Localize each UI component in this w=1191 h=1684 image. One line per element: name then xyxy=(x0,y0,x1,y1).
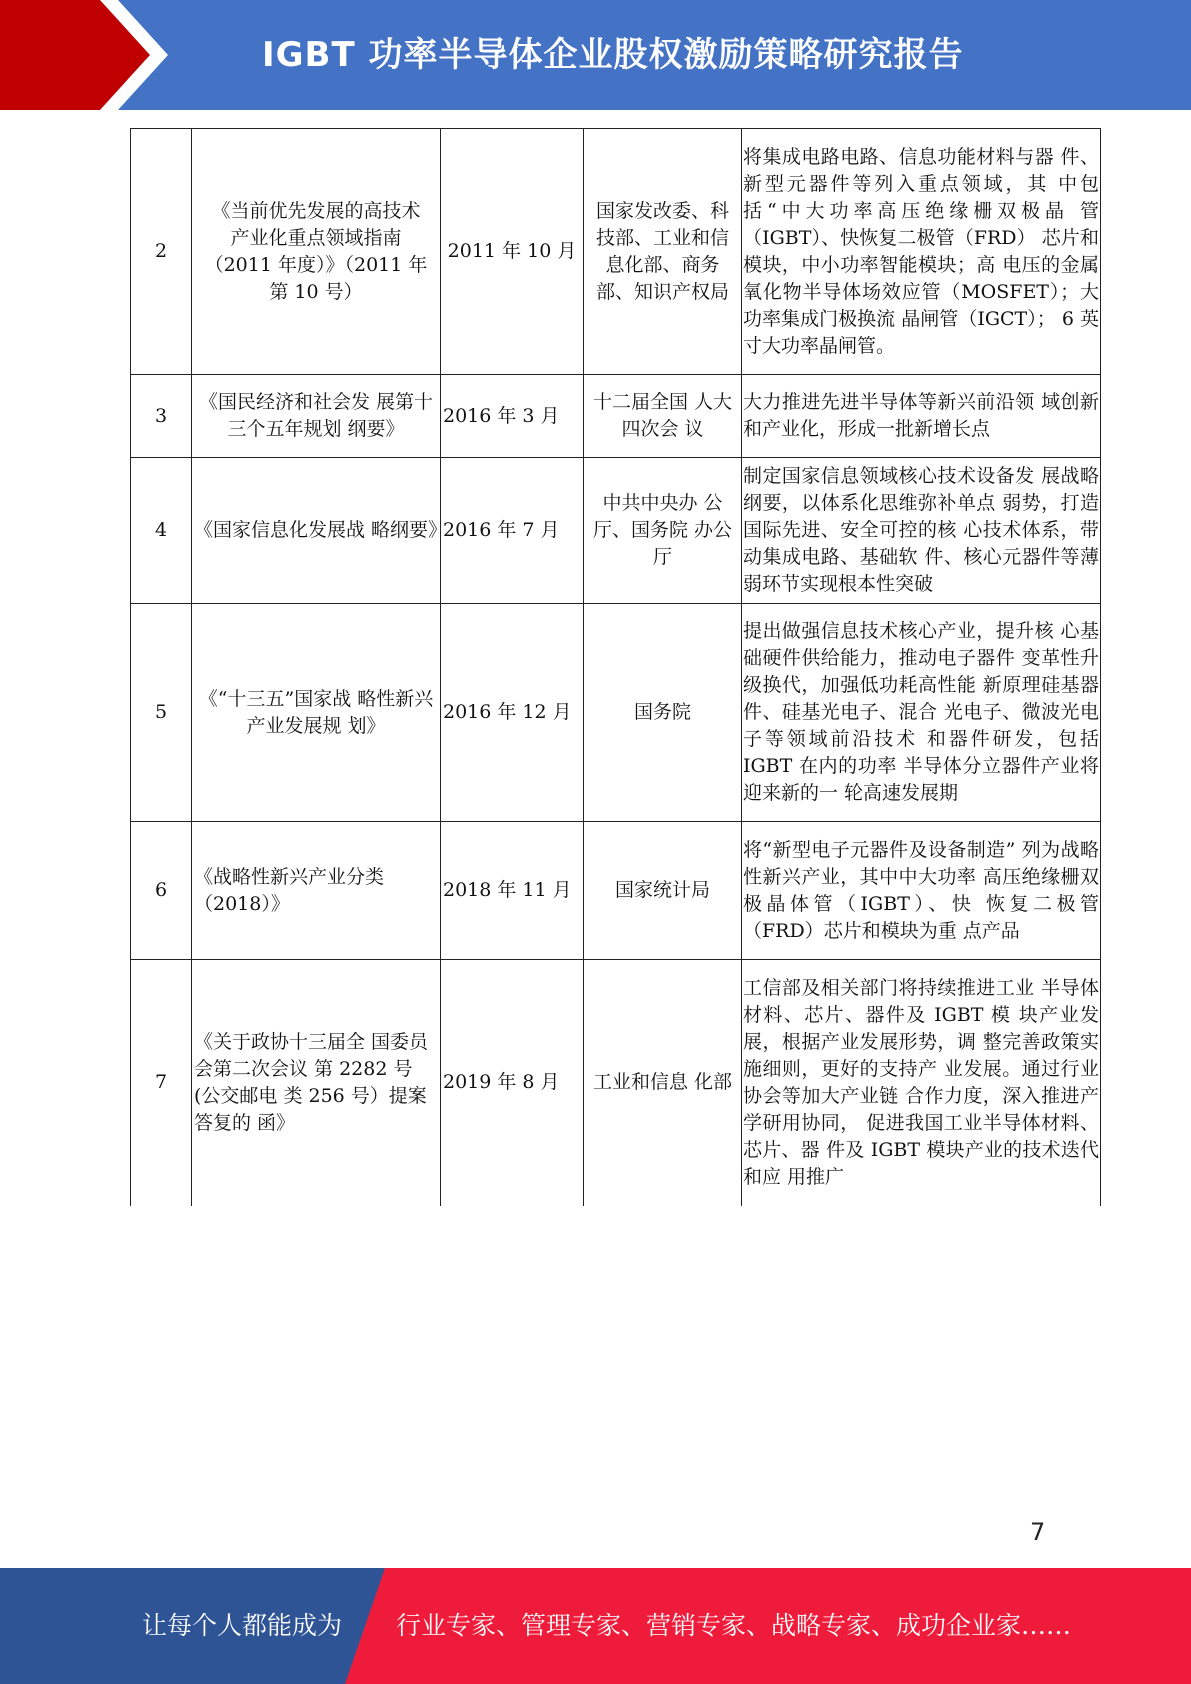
table-row xyxy=(131,822,1101,960)
policy-department: 中共中央办 公厅、国务院 办公厅 xyxy=(584,458,742,604)
policy-description: 将集成电路电路、信息功能材料与器 件、新型元器件等列入重点领域，其 中包括“中大功率高压绝缘栅双极晶 管（IGBT）、快恢复二极管（FRD） 芯片和模块，中小功率智能模块；高 电压的金属氧化物半导体场效应管（MOSFET）；大功率集成门极换流 晶闸管（IGCT）； 6 英寸大功率晶闸管。 xyxy=(742,129,1101,375)
policy-name: 《国民经济和社会发 展第十三个五年规划 纲要》 xyxy=(192,375,441,458)
policy-department: 国家发改委、科技部、工业和信息化部、商务部、知识产权局 xyxy=(584,129,742,375)
policy-date: 2018 年 11 月 xyxy=(441,822,584,960)
policy-description: 将“新型电子元器件及设备制造” 列为战略性新兴产业，其中中大功率 高压绝缘栅双极晶体管（IGBT）、快 恢复二极管（FRD）芯片和模块为重 点产品 xyxy=(742,822,1101,960)
footer-slogan-left: 让每个人都能成为 xyxy=(142,1611,343,1640)
policy-name: 《关于政协十三届全 国委员会第二次会议 第 2282 号(公交邮电 类 256 号）提案答复的 函》 xyxy=(192,960,441,1206)
policy-date: 2016 年 12 月 xyxy=(441,604,584,822)
policy-date: 2016 年 7 月 xyxy=(441,458,584,604)
policy-date: 2019 年 8 月 xyxy=(441,960,584,1206)
policy-date: 2011 年 10 月 xyxy=(441,129,584,375)
row-number: 4 xyxy=(131,458,192,604)
row-number: 2 xyxy=(131,129,192,375)
policy-description: 提出做强信息技术核心产业，提升核 心基础硬件供给能力，推动电子器件 变革性升级换代，加强低功耗高性能 新原理硅基器件、硅基光电子、混合 光电子、微波光电子等领域前沿技术 和器件研发，包括 IGBT 在内的功率 半导体分立器件产业将迎来新的一 轮高速发展期 xyxy=(742,604,1101,822)
policy-description: 工信部及相关部门将持续推进工业 半导体材料、芯片、器件及 IGBT 模 块产业发展，根据产业发展形势，调 整完善政策实施细则，更好的支持产 业发展。通过行业协会等加大产业链 合作力度，深入推进产学研用协同， 促进我国工业半导体材料、芯片、器 件及 IGBT 模块产业的技术迭代和应 用推广 xyxy=(742,960,1101,1206)
policy-department: 工业和信息 化部 xyxy=(584,960,742,1206)
policy-department: 国务院 xyxy=(584,604,742,822)
policy-name: 《战略性新兴产业分类（2018）》 xyxy=(192,822,441,960)
table-row xyxy=(131,375,1101,458)
row-number: 5 xyxy=(131,604,192,822)
policy-department: 国家统计局 xyxy=(584,822,742,960)
row-number: 6 xyxy=(131,822,192,960)
table-row xyxy=(131,458,1101,604)
row-number: 7 xyxy=(131,960,192,1206)
footer-slogan-right: 行业专家、管理专家、营销专家、战略专家、成功企业家…… xyxy=(396,1611,1072,1640)
row-number: 3 xyxy=(131,375,192,458)
report-title: IGBT 功率半导体企业股权激励策略研究报告 xyxy=(262,35,964,75)
page-number: 7 xyxy=(1030,1518,1046,1546)
page-footer xyxy=(0,1568,1191,1684)
policy-department: 十二届全国 人大四次会 议 xyxy=(584,375,742,458)
policy-name: 《国家信息化发展战 略纲要》 xyxy=(192,458,441,604)
table-row xyxy=(131,604,1101,822)
table-row xyxy=(131,960,1101,1206)
table-row xyxy=(131,129,1101,375)
policy-description: 大力推进先进半导体等新兴前沿领 域创新和产业化，形成一批新增长点 xyxy=(742,375,1101,458)
policy-table xyxy=(130,128,1101,1206)
policy-name: 《“十三五”国家战 略性新兴产业发展规 划》 xyxy=(192,604,441,822)
policy-date: 2016 年 3 月 xyxy=(441,375,584,458)
page-header xyxy=(0,0,1191,110)
policy-description: 制定国家信息领域核心技术设备发 展战略纲要，以体系化思维弥补单点 弱势，打造国际先进、安全可控的核 心技术体系，带动集成电路、基础软 件、核心元器件等薄弱环节实现根本性突破 xyxy=(742,458,1101,604)
policy-name: 《当前优先发展的高技术产业化重点领域指南（2011 年度）》（2011 年第 10 号） xyxy=(192,129,441,375)
